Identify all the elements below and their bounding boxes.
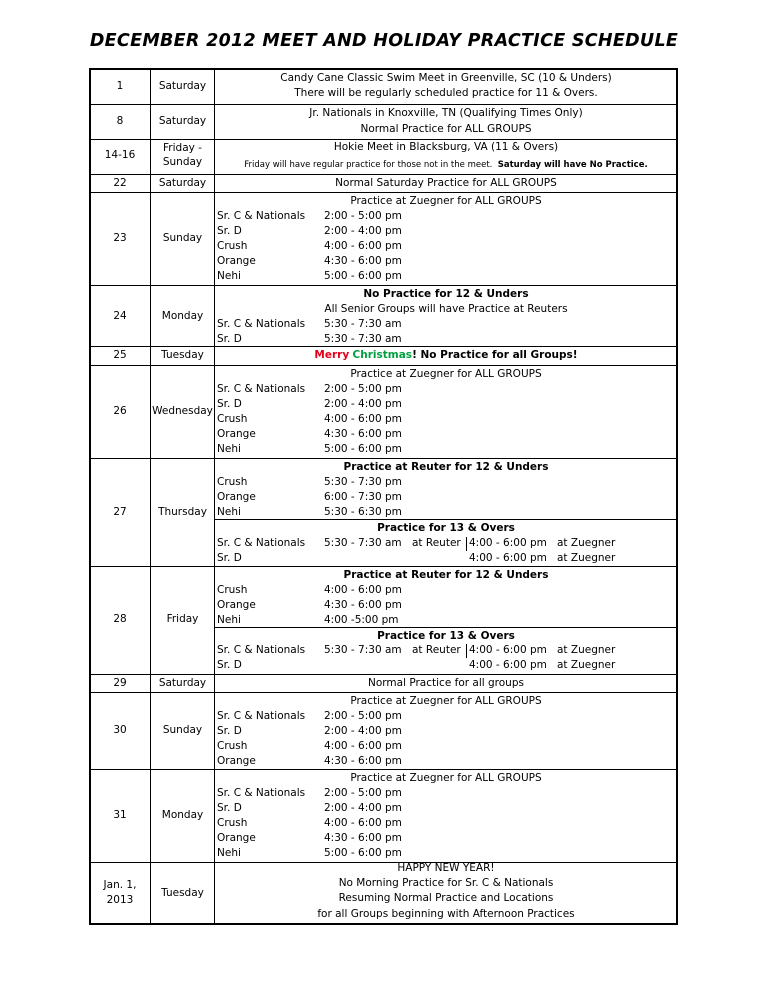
group-name: Orange xyxy=(217,255,256,267)
group-name: Crush xyxy=(217,817,248,829)
date-cell: Jan. 1, xyxy=(103,879,137,891)
day-cell: Tuesday xyxy=(161,887,204,899)
group-name: Orange xyxy=(217,832,256,844)
group-name: Crush xyxy=(217,584,248,596)
day-cell: Sunday xyxy=(162,232,203,244)
column-divider xyxy=(150,68,151,925)
location: at Zuegner xyxy=(557,659,616,671)
practice-time: 2:00 - 4:00 pm xyxy=(324,225,402,237)
group-name: Nehi xyxy=(217,443,241,455)
group-name: Orange xyxy=(217,599,256,611)
day-cell: Monday xyxy=(161,310,204,322)
date-cell: 31 xyxy=(113,809,127,821)
group-name: Sr. C & Nationals xyxy=(217,210,306,222)
location: at Zuegner xyxy=(557,552,616,564)
practice-time: 4:00 - 6:00 pm xyxy=(469,659,547,671)
day-cell: Sunday xyxy=(162,724,203,736)
practice-time: 5:30 - 6:30 pm xyxy=(324,506,402,518)
practice-time: 5:30 - 7:30 pm xyxy=(324,476,402,488)
event-text: Jr. Nationals in Knoxville, TN (Qualifying Times Only) xyxy=(309,107,583,119)
practice-heading: Practice at Reuter for 12 & Unders xyxy=(343,461,549,473)
day-cell: Saturday xyxy=(158,80,207,92)
date-cell: 2013 xyxy=(106,894,134,906)
practice-heading: Practice for 13 & Overs xyxy=(377,522,515,534)
day-cell: Wednesday xyxy=(152,405,213,417)
practice-time: 5:00 - 6:00 pm xyxy=(324,270,402,282)
day-cell: Saturday xyxy=(158,677,207,689)
practice-time: 2:00 - 4:00 pm xyxy=(324,802,402,814)
event-text: Candy Cane Classic Swim Meet in Greenville, SC (10 & Unders) xyxy=(280,72,612,84)
row-divider xyxy=(89,769,678,770)
event-text: Hokie Meet in Blacksburg, VA (11 & Overs) xyxy=(333,141,559,153)
group-name: Sr. D xyxy=(217,398,242,410)
date-cell: 28 xyxy=(113,613,127,625)
practice-time: 2:00 - 5:00 pm xyxy=(324,210,402,222)
group-name: Sr. D xyxy=(217,802,242,814)
practice-time: 2:00 - 5:00 pm xyxy=(324,787,402,799)
sub-divider xyxy=(214,519,678,520)
practice-time: 5:00 - 6:00 pm xyxy=(324,847,402,859)
practice-time: 4:00 - 6:00 pm xyxy=(324,584,402,596)
practice-heading: No Practice for 12 & Unders xyxy=(363,288,529,300)
practice-time: 5:30 - 7:30 am xyxy=(324,537,402,549)
date-cell: 26 xyxy=(113,405,127,417)
practice-time: 2:00 - 5:00 pm xyxy=(324,710,402,722)
event-text: There will be regularly scheduled practice for 11 & Overs. xyxy=(294,87,598,99)
group-name: Sr. C & Nationals xyxy=(217,537,306,549)
separator xyxy=(466,537,467,551)
group-name: Nehi xyxy=(217,614,241,626)
row-divider xyxy=(89,104,678,105)
practice-time: 4:00 -5:00 pm xyxy=(324,614,399,626)
group-name: Sr. C & Nationals xyxy=(217,383,306,395)
event-text: Resuming Normal Practice and Locations xyxy=(338,892,554,904)
group-name: Crush xyxy=(217,476,248,488)
event-text: Normal Saturday Practice for ALL GROUPS xyxy=(335,177,557,189)
group-name: Nehi xyxy=(217,847,241,859)
row-divider xyxy=(89,174,678,175)
practice-time: 5:30 - 7:30 am xyxy=(324,318,402,330)
group-name: Nehi xyxy=(217,506,241,518)
group-name: Sr. C & Nationals xyxy=(217,318,306,330)
date-cell: 22 xyxy=(113,177,127,189)
day-cell: Saturday xyxy=(158,177,207,189)
event-text: No Morning Practice for Sr. C & Nationals xyxy=(338,877,554,889)
practice-time: 2:00 - 5:00 pm xyxy=(324,383,402,395)
practice-note: All Senior Groups will have Practice at Reuters xyxy=(324,303,568,315)
row-divider xyxy=(89,566,678,567)
practice-time: 5:30 - 7:30 am xyxy=(324,333,402,345)
practice-time: 2:00 - 4:00 pm xyxy=(324,398,402,410)
date-cell: 27 xyxy=(113,506,127,518)
practice-time: 4:30 - 6:00 pm xyxy=(324,255,402,267)
event-text: for all Groups beginning with Afternoon Practices xyxy=(317,908,575,920)
location: at Reuter xyxy=(412,537,461,549)
group-name: Crush xyxy=(217,740,248,752)
practice-time: 4:00 - 6:00 pm xyxy=(469,644,547,656)
group-name: Sr. D xyxy=(217,225,242,237)
group-name: Sr. D xyxy=(217,659,242,671)
practice-heading: Practice at Zuegner for ALL GROUPS xyxy=(350,368,542,380)
location: at Reuter xyxy=(412,644,461,656)
practice-time: 4:30 - 6:00 pm xyxy=(324,755,402,767)
practice-time: 4:00 - 6:00 pm xyxy=(469,537,547,549)
practice-time: 4:30 - 6:00 pm xyxy=(324,599,402,611)
group-name: Nehi xyxy=(217,270,241,282)
date-cell: 23 xyxy=(113,232,127,244)
group-name: Orange xyxy=(217,491,256,503)
group-name: Sr. D xyxy=(217,552,242,564)
event-text: HAPPY NEW YEAR! xyxy=(397,862,495,874)
practice-time: 4:00 - 6:00 pm xyxy=(324,240,402,252)
location: at Zuegner xyxy=(557,644,616,656)
practice-time: 6:00 - 7:30 pm xyxy=(324,491,402,503)
practice-time: 4:30 - 6:00 pm xyxy=(324,428,402,440)
group-name: Sr. C & Nationals xyxy=(217,710,306,722)
group-name: Crush xyxy=(217,240,248,252)
day-cell: Sunday xyxy=(162,156,203,168)
row-divider xyxy=(89,692,678,693)
practice-time: 5:00 - 6:00 pm xyxy=(324,443,402,455)
practice-heading: Practice at Zuegner for ALL GROUPS xyxy=(350,195,542,207)
sub-divider xyxy=(214,627,678,628)
holiday-message: Merry Christmas! No Practice for all Groups! xyxy=(314,349,578,361)
practice-time: 2:00 - 4:00 pm xyxy=(324,725,402,737)
group-name: Crush xyxy=(217,413,248,425)
group-name: Orange xyxy=(217,755,256,767)
event-note: Friday will have regular practice for those not in the meet. Saturday will have No Practice. xyxy=(244,160,648,170)
day-cell: Monday xyxy=(161,809,204,821)
date-cell: 8 xyxy=(116,115,124,127)
row-divider xyxy=(89,674,678,675)
practice-heading: Practice at Reuter for 12 & Unders xyxy=(343,569,549,581)
separator xyxy=(466,644,467,658)
row-divider xyxy=(89,365,678,366)
practice-time: 4:00 - 6:00 pm xyxy=(324,817,402,829)
group-name: Sr. D xyxy=(217,725,242,737)
practice-time: 4:00 - 6:00 pm xyxy=(324,740,402,752)
date-cell: 1 xyxy=(116,80,124,92)
event-text: Normal Practice for ALL GROUPS xyxy=(360,123,532,135)
date-cell: 29 xyxy=(113,677,127,689)
group-name: Sr. D xyxy=(217,333,242,345)
group-name: Orange xyxy=(217,428,256,440)
practice-heading: Practice for 13 & Overs xyxy=(377,630,515,642)
practice-time: 4:30 - 6:00 pm xyxy=(324,832,402,844)
location: at Zuegner xyxy=(557,537,616,549)
page-title: DECEMBER 2012 MEET AND HOLIDAY PRACTICE SCHEDULE xyxy=(89,31,679,51)
row-divider xyxy=(89,192,678,193)
group-name: Sr. C & Nationals xyxy=(217,644,306,656)
day-cell: Tuesday xyxy=(161,349,204,361)
date-cell: 24 xyxy=(113,310,127,322)
day-cell: Thursday xyxy=(158,506,207,518)
group-name: Sr. C & Nationals xyxy=(217,787,306,799)
day-cell: Saturday xyxy=(158,115,207,127)
practice-time: 4:00 - 6:00 pm xyxy=(469,552,547,564)
date-cell: 25 xyxy=(113,349,127,361)
practice-time: 5:30 - 7:30 am xyxy=(324,644,402,656)
day-cell: Friday - xyxy=(163,142,202,154)
practice-heading: Practice at Zuegner for ALL GROUPS xyxy=(350,772,542,784)
practice-time: 4:00 - 6:00 pm xyxy=(324,413,402,425)
event-text: Normal Practice for all groups xyxy=(368,677,524,689)
practice-heading: Practice at Zuegner for ALL GROUPS xyxy=(350,695,542,707)
date-cell: 30 xyxy=(113,724,127,736)
day-cell: Friday xyxy=(166,613,199,625)
row-divider xyxy=(89,458,678,459)
row-divider xyxy=(89,285,678,286)
date-cell: 14-16 xyxy=(104,149,136,161)
